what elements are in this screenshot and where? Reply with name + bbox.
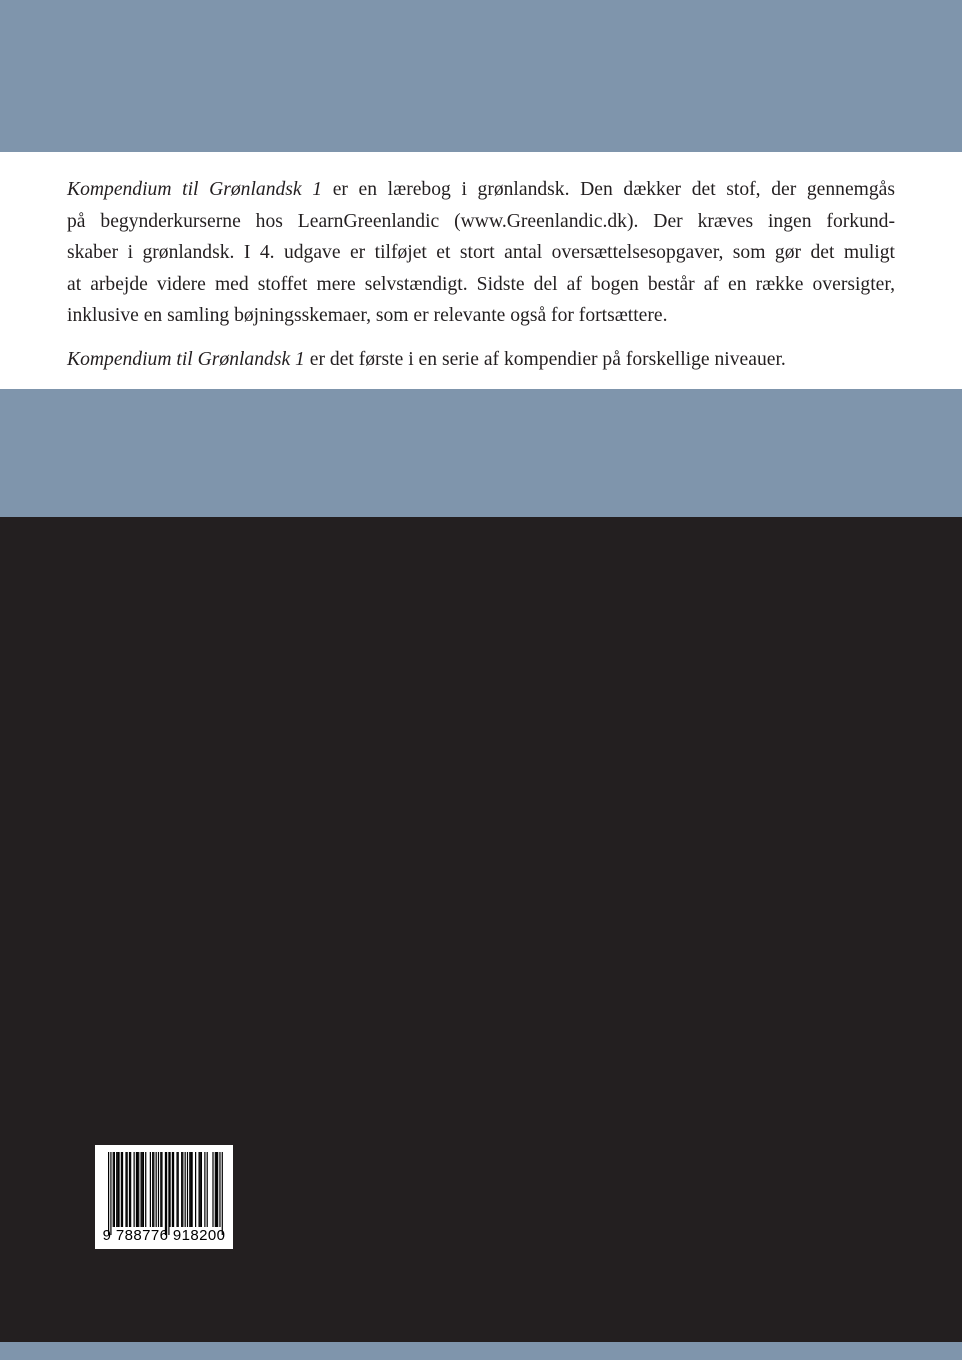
barcode-bar: [121, 1152, 122, 1227]
barcode-bar: [192, 1152, 193, 1227]
barcode-bar: [134, 1152, 135, 1227]
isbn-barcode: [95, 1145, 233, 1249]
barcode-bar: [113, 1152, 114, 1227]
barcode-bar: [173, 1152, 174, 1227]
barcode-bar: [150, 1152, 151, 1227]
barcode-bar: [152, 1152, 153, 1227]
barcode-bar: [166, 1152, 167, 1235]
barcode-bar: [182, 1152, 183, 1227]
barcode-bar: [165, 1152, 166, 1235]
description-line-3: skaber i grønlandsk. I 4. udgave er tilføjet et stort antal oversættelsesopgaver, som gør det muligt: [67, 242, 895, 264]
barcode-bar: [198, 1152, 199, 1227]
description-line-5: inklusive en samling bøjningsskemaer, som er relevante også for fortsættere.: [67, 305, 668, 327]
book-title-italic-2: Kompendium til Grønlandsk 1: [67, 348, 305, 370]
barcode-bar: [176, 1152, 177, 1227]
book-title-italic: Kompendium til Grønlandsk 1: [67, 179, 323, 200]
barcode-bar: [187, 1152, 188, 1227]
barcode-bar: [212, 1152, 213, 1227]
barcode-bar: [145, 1152, 146, 1227]
isbn-digits: 9 788776 918200: [102, 1227, 226, 1244]
barcode-bar: [204, 1152, 205, 1227]
barcode-bar: [172, 1152, 173, 1227]
barcode-bar: [222, 1152, 223, 1235]
barcode-bar: [116, 1152, 117, 1227]
barcode-bar: [122, 1152, 123, 1227]
barcode-bar: [201, 1152, 202, 1227]
description-line-2: på begynderkurserne hos LearnGreenlandic (www.Greenlandic.dk). Der kræves ingen forkund-: [67, 210, 895, 232]
barcode-bar: [215, 1152, 216, 1227]
barcode-bar: [158, 1152, 159, 1227]
barcode-bar: [130, 1152, 131, 1227]
barcode-bar: [190, 1152, 191, 1227]
barcode-bar: [110, 1152, 111, 1235]
barcode-bar: [118, 1152, 119, 1227]
description-line-6: [67, 344, 895, 376]
barcode-bar: [181, 1152, 182, 1227]
book-description: [67, 174, 895, 376]
description-paragraph-2: [67, 344, 895, 376]
barcode-bar: [153, 1152, 154, 1227]
barcode-bar: [219, 1152, 220, 1227]
description-line-1: [67, 174, 895, 206]
barcode-bar: [143, 1152, 144, 1227]
barcode-bar: [185, 1152, 186, 1227]
barcode-bar: [129, 1152, 130, 1227]
barcode-bar: [142, 1152, 143, 1227]
barcode-bar: [137, 1152, 138, 1227]
barcode-bar: [189, 1152, 190, 1227]
description-paragraph-1: [67, 174, 895, 332]
barcode-bar: [160, 1152, 161, 1227]
barcode-bar: [207, 1152, 208, 1227]
barcode-bar: [156, 1152, 157, 1227]
barcode-bar: [114, 1152, 115, 1227]
middle-color-band: [0, 389, 962, 517]
top-color-band: [0, 0, 962, 152]
barcode-bar: [140, 1152, 141, 1227]
barcode-bar: [216, 1152, 217, 1227]
bottom-color-band: [0, 1342, 962, 1360]
barcode-bar: [127, 1152, 128, 1227]
barcode-bar: [125, 1152, 126, 1227]
barcode-bar: [217, 1152, 218, 1227]
barcode-bar: [136, 1152, 137, 1227]
barcode-bar: [138, 1152, 139, 1227]
barcode-bar: [178, 1152, 179, 1227]
description-line-6-rest: er det første i en serie af kompendier på forskellige niveauer.: [304, 348, 786, 370]
description-line-1-rest: er en lærebog i grønlandsk. Den dækker det stof, der gennemgås: [322, 179, 896, 200]
barcode-bar: [108, 1152, 109, 1235]
barcode-bar: [161, 1152, 162, 1227]
barcode-bar: [200, 1152, 201, 1227]
barcode-bar: [168, 1152, 169, 1235]
barcode-bar: [195, 1152, 196, 1227]
description-line-4: at arbejde videre med stoffet mere selvstændigt. Sidste del af bogen består af en række oversigter,: [67, 273, 895, 295]
barcode-bar: [117, 1152, 118, 1227]
barcode-bar: [169, 1152, 170, 1227]
